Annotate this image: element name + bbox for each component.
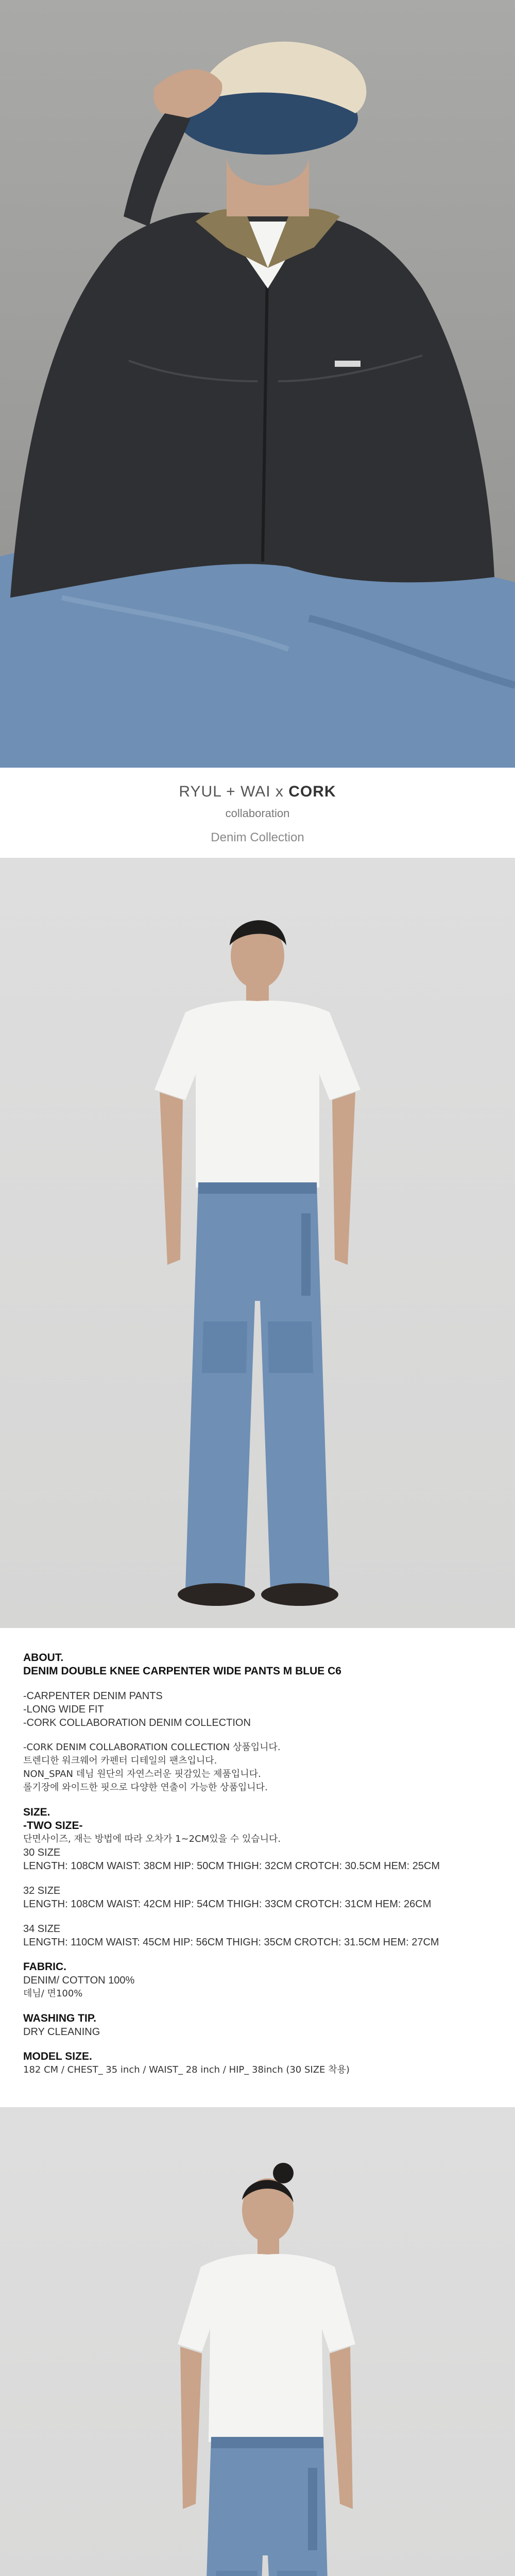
- brand-wai: WAI: [241, 783, 271, 800]
- brand-collab-title: [0, 783, 515, 801]
- model-size-text: 182 CM / CHEST_ 35 inch / WAIST_ 28 inch / HIP_ 38inch (30 SIZE 착용): [23, 2064, 350, 2075]
- hero-photo: [0, 0, 515, 768]
- washing-heading: WASHING TIP.: [23, 2012, 96, 2024]
- product-name: DENIM DOUBLE KNEE CARPENTER WIDE PANTS M BLUE C6: [23, 1665, 341, 1677]
- about-heading: ABOUT.: [23, 1652, 64, 1664]
- two-size-heading: -TWO SIZE-: [23, 1820, 83, 1832]
- size-spec: LENGTH: 110CM WAIST: 45CM HIP: 56CM THIGH: 35CM CROTCH: 31.5CM HEM: 27CM: [23, 1937, 439, 1948]
- model-front-photo: [0, 858, 515, 1628]
- feature-item: -CARPENTER DENIM PANTS: [23, 1690, 163, 1702]
- feature-item: -LONG WIDE FIT: [23, 1704, 104, 1715]
- model-angle-photo: [0, 2107, 515, 2576]
- collection-name: Denim Collection: [211, 831, 304, 844]
- size-label: 30 SIZE: [23, 1847, 61, 1858]
- brand-x: x: [275, 783, 284, 800]
- fabric-en: DENIM/ COTTON 100%: [23, 1975, 135, 1986]
- chest-logo: [335, 361, 360, 367]
- fabric-heading: FABRIC.: [23, 1961, 66, 1973]
- brand-plus: +: [226, 783, 236, 800]
- model-heading: MODEL SIZE.: [23, 2050, 92, 2062]
- brand-subtitle: collaboration: [225, 807, 290, 820]
- white-tee: [154, 1001, 360, 1188]
- size-spec: LENGTH: 108CM WAIST: 42CM HIP: 54CM THIGH: 33CM CROTCH: 31CM HEM: 26CM: [23, 1899, 432, 1910]
- product-info-section: [0, 1628, 515, 2107]
- size-label: 32 SIZE: [23, 1885, 61, 1896]
- size-spec: LENGTH: 108CM WAIST: 38CM HIP: 50CM THIGH: 32CM CROTCH: 30.5CM HEM: 25CM: [23, 1860, 440, 1872]
- brand-cork: CORK: [288, 783, 336, 800]
- brand-block: [0, 768, 515, 855]
- size-label: 34 SIZE: [23, 1923, 61, 1935]
- fabric-kr: 데님/ 면100%: [23, 1988, 83, 1999]
- size-heading: SIZE.: [23, 1806, 50, 1818]
- brand-ryul: RYUL: [179, 783, 221, 800]
- hair-bun: [273, 2163, 294, 2183]
- jacket-shape: [10, 212, 494, 598]
- feature-item: -CORK COLLABORATION DENIM COLLECTION: [23, 1717, 251, 1728]
- description-line: NON_SPAN 데님 원단의 자연스러운 핏감있는 제품입니다.: [23, 1769, 261, 1780]
- description-line: 트렌디한 워크웨어 카펜터 디테일의 팬츠입니다.: [23, 1755, 217, 1766]
- size-note: 단면사이즈, 재는 방법에 따라 오차가 1~2CM있을 수 있습니다.: [23, 1834, 281, 1844]
- washing-text: DRY CLEANING: [23, 2026, 100, 2038]
- description-line: 롤기장에 와이드한 핏으로 다양한 연출이 가능한 상품입니다.: [23, 1782, 268, 1793]
- hero-illustration: [0, 0, 515, 768]
- description-line: -CORK DENIM COLLABORATION COLLECTION 상품입니다.: [23, 1742, 281, 1753]
